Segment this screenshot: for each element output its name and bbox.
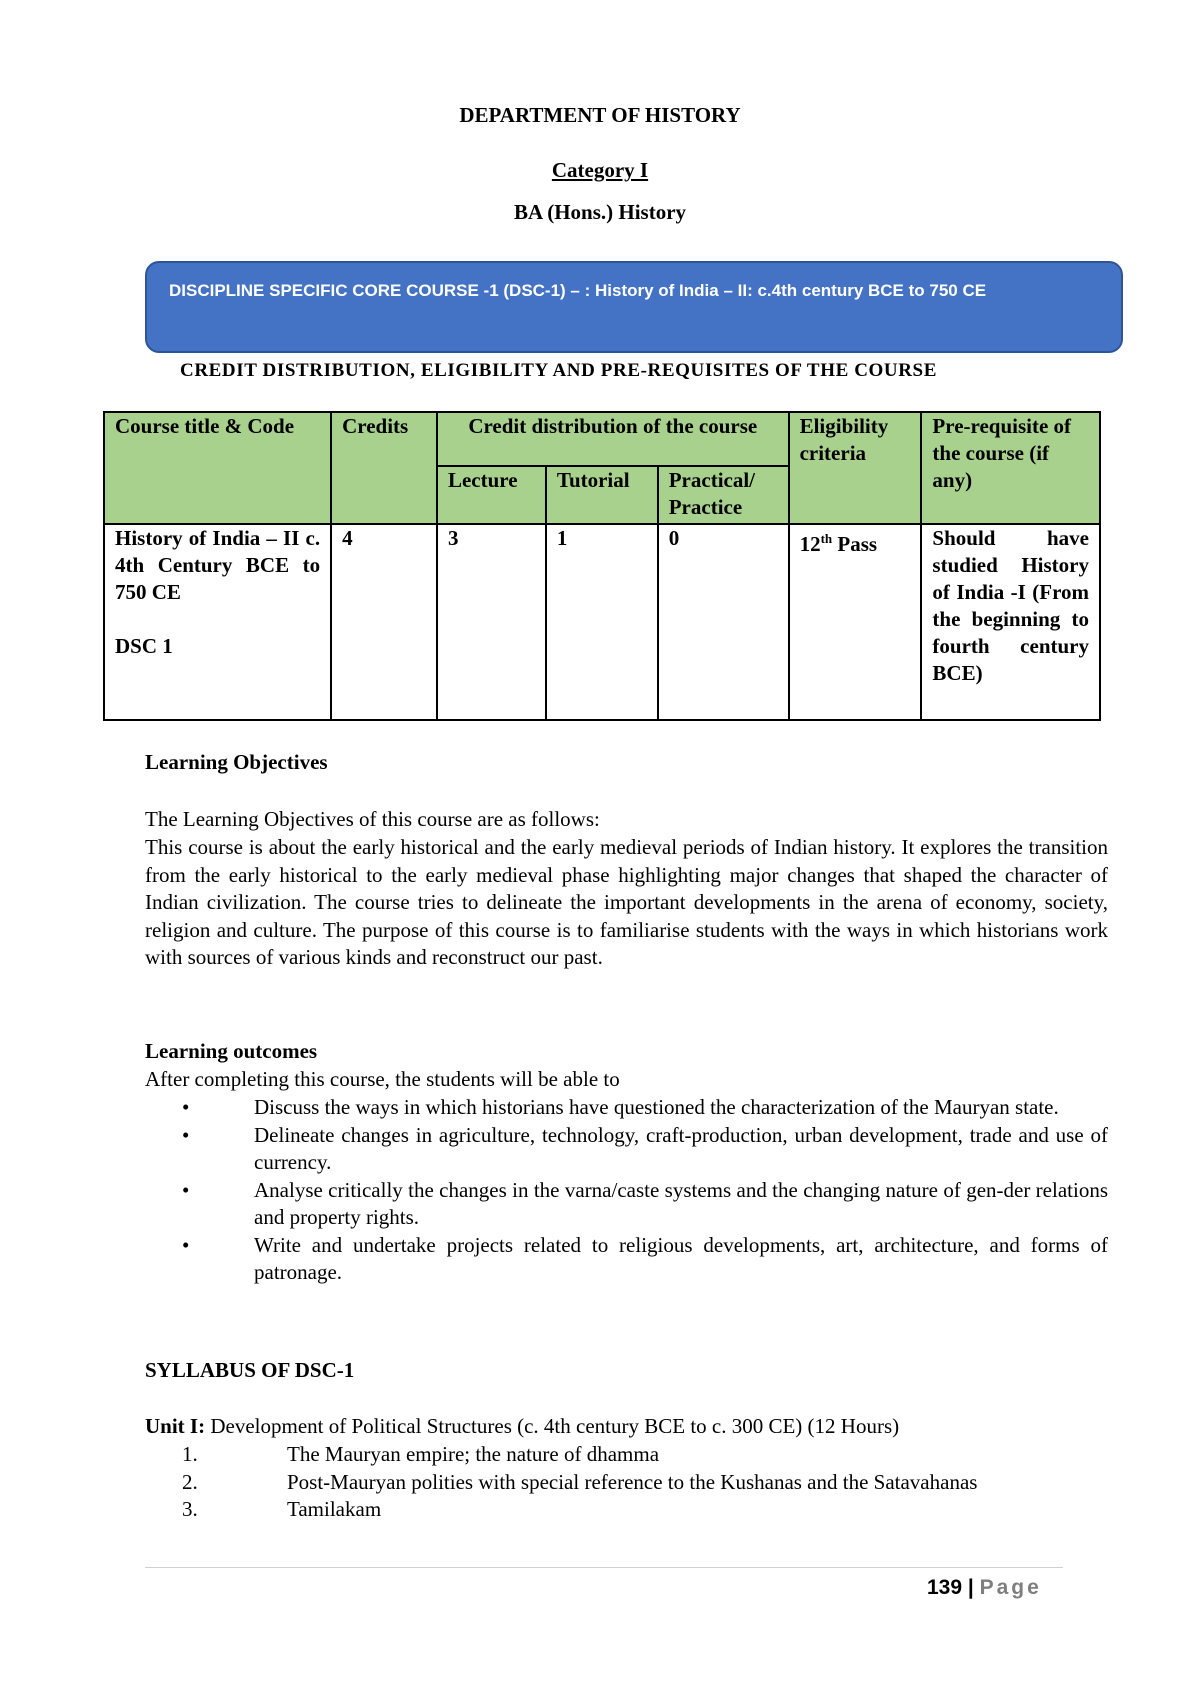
cell-course-title [104, 524, 331, 720]
bullet-icon: • [182, 1095, 190, 1119]
course-title-text: History of India – II c. 4th Century BCE to 750 CE [115, 526, 321, 604]
learning-outcomes-list [145, 1094, 1108, 1287]
list-item [145, 1441, 1108, 1469]
footer-divider [145, 1567, 1063, 1568]
eligibility-number: 12 [799, 532, 821, 556]
header-lecture: Lecture [437, 466, 546, 524]
bullet-icon: • [182, 1232, 190, 1257]
learning-objectives-intro: The Learning Objectives of this course are as follows: [145, 807, 600, 831]
page-label: Page [979, 1576, 1042, 1599]
list-text: Tamilakam [287, 1497, 382, 1521]
list-item [145, 1496, 1108, 1524]
list-number: 1. [182, 1442, 198, 1466]
footer-separator: | [962, 1576, 980, 1599]
learning-outcomes-intro: After completing this course, the students will be able to [145, 1067, 620, 1091]
outcome-text: Analyse critically the changes in the varna/caste systems and the changing nature of gen-der relations and property rights. [254, 1177, 1108, 1229]
header-eligibility: Eligibility criteria [789, 412, 922, 524]
learning-objectives-heading: Learning Objectives [145, 750, 328, 774]
outcome-text: Delineate changes in agriculture, technology, craft-production, urban development, trade and use of currency. [254, 1122, 1108, 1174]
cell-tutorial: 1 [546, 524, 658, 720]
eligibility-rest: Pass [832, 532, 878, 556]
eligibility-superscript: th [820, 531, 833, 546]
header-course-title: Course title & Code [104, 412, 331, 524]
bullet-icon: • [182, 1177, 190, 1202]
unit-1-heading [145, 1413, 1108, 1441]
department-title: DEPARTMENT OF HISTORY [459, 103, 741, 127]
learning-outcomes-heading: Learning outcomes [145, 1039, 318, 1063]
list-item [145, 1122, 1108, 1177]
course-code: DSC 1 [115, 634, 173, 658]
header-tutorial: Tutorial [546, 466, 658, 524]
list-item [145, 1094, 1108, 1122]
page-number: 139 [927, 1576, 963, 1599]
header-prerequisite: Pre-requisite of the course (if any) [921, 412, 1100, 524]
list-text: The Mauryan empire; the nature of dhamma [287, 1442, 660, 1466]
unit-1-label: Unit I: [145, 1414, 206, 1438]
list-item [145, 1232, 1108, 1287]
list-text: Post-Mauryan polities with special reference to the Kushanas and the Satavahanas [287, 1469, 978, 1494]
header-credit-distribution: Credit distribution of the course [437, 412, 789, 466]
learning-objectives-body: This course is about the early historical and the early medieval periods of Indian history. It explores the transition from the early historical to the early medieval phase highlighting major changes that shaped the character of Indian civilization. The course tries to delineate the important developments in the arena of economy, society, religion and culture. The purpose of this course is to familiarise students with the ways in which historians work with sources of various kinds and reconstruct our past. [145, 835, 1108, 969]
header-credits: Credits [331, 412, 437, 524]
bullet-icon: • [182, 1122, 190, 1147]
cell-eligibility [789, 524, 922, 720]
cell-lecture: 3 [437, 524, 546, 720]
credit-table [103, 411, 1101, 721]
outcome-text: Discuss the ways in which historians have questioned the characterization of the Mauryan state. [254, 1095, 1059, 1119]
outcome-text: Write and undertake projects related to religious developments, art, architecture, and forms of patronage. [254, 1232, 1108, 1284]
list-item [145, 1469, 1108, 1497]
credit-distribution-heading: CREDIT DISTRIBUTION, ELIGIBILITY AND PRE-REQUISITES OF THE COURSE [180, 360, 937, 381]
unit-1-list [145, 1441, 1108, 1524]
list-number: 2. [182, 1469, 198, 1494]
programme-title: BA (Hons.) History [513, 200, 687, 224]
cell-practical: 0 [658, 524, 789, 720]
unit-1-title: Development of Political Structures (c. 4th century BCE to c. 300 CE) (12 Hours) [205, 1414, 900, 1438]
page-footer [927, 1576, 1042, 1600]
category-title: Category I [551, 158, 649, 182]
course-banner [145, 261, 1123, 353]
list-number: 3. [182, 1497, 198, 1521]
header-practical: Practical/ Practice [658, 466, 789, 524]
course-banner-text: DISCIPLINE SPECIFIC CORE COURSE -1 (DSC-1) – : History of India – II: c.4th century BCE to 750 CE [169, 281, 987, 300]
syllabus-heading: SYLLABUS OF DSC-1 [145, 1358, 355, 1382]
list-item [145, 1177, 1108, 1232]
cell-prerequisite: Should have studied History of India -I (From the beginning to fourth century BCE) [921, 524, 1100, 720]
cell-credits: 4 [331, 524, 437, 720]
